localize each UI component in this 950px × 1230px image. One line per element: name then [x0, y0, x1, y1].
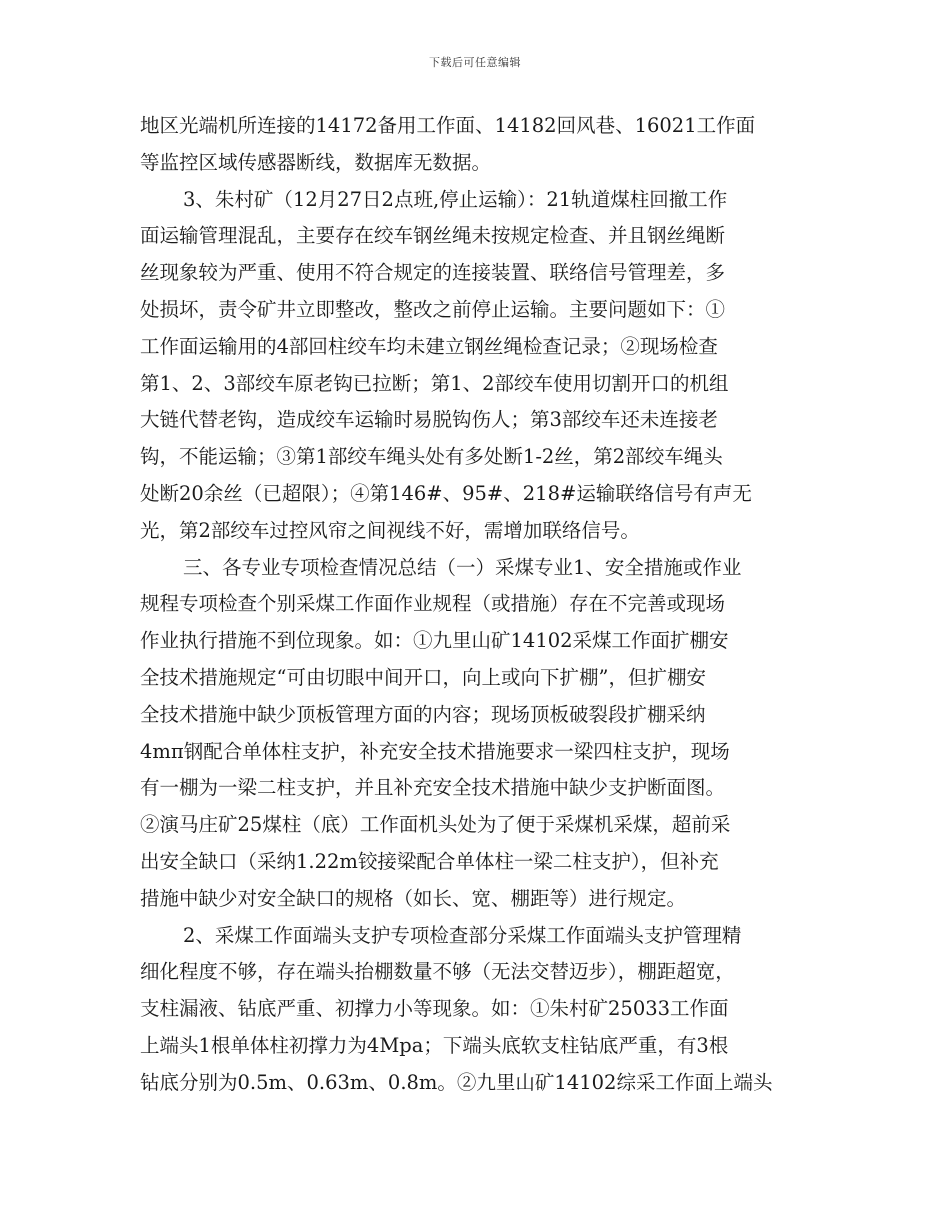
text-line: 全技术措施规定“可由切眼中间开口，向上或向下扩棚”，但扩棚安 [140, 665, 706, 689]
text-line: 处断20余丝（已超限）；④第146#、95#、218#运输联络信号有声无 [140, 481, 752, 505]
text-line: 大链代替老钩，造成绞车运输时易脱钩伤人；第3部绞车还未连接老 [140, 408, 718, 432]
text-line: ②演马庄矿25煤柱（底）工作面机头处为了便于采煤机采煤，超前采 [140, 813, 731, 837]
text-line: 出安全缺口（采纳1.22m铰接梁配合单体柱一梁二柱支护），但补充 [140, 849, 719, 873]
text-line: 有一棚为一梁二柱支护，并且补充安全技术措施中缺少支护断面图。 [140, 776, 726, 800]
paragraph-first-line: 2、采煤工作面端头支护专项检查部分采煤工作面端头支护管理精 [183, 923, 742, 947]
document-body [140, 108, 812, 1102]
text-line: 上端头1根单体柱初撑力为4Mpa；下端头底软支柱钻底严重，有3根 [140, 1033, 729, 1057]
text-line: 光，第2部绞车过控风帘之间视线不好，需增加联络信号。 [140, 518, 640, 542]
text-line: 细化程度不够，存在端头抬棚数量不够（无法交替迈步），棚距超宽， [140, 960, 735, 984]
text-line: 措施中缺少对安全缺口的规格（如长、宽、棚距等）进行规定。 [140, 886, 687, 910]
text-line: 面运输管理混乱，主要存在绞车钢丝绳未按规定检查、并且钢丝绳断 [140, 224, 726, 248]
text-line: 等监控区域传感器断线，数据库无数据。 [140, 150, 492, 174]
text-line: 规程专项检查个别采煤工作面作业规程（或措施）存在不完善或现场 [140, 592, 726, 616]
text-line: 地区光端机所连接的14172备用工作面、14182回风巷、16021工作面 [140, 114, 756, 137]
text-line: 4mπ钢配合单体柱支护，补充安全技术措施要求一梁四柱支护，现场 [140, 739, 730, 763]
text-line: 第1、2、3部绞车原老钩已拉断；第1、2部绞车使用切割开口的机组 [140, 371, 729, 395]
text-line: 钩，不能运输；③第1部绞车绳头处有多处断1-2丝，第2部绞车绳头 [140, 445, 723, 469]
text-line: 工作面运输用的4部回柱绞车均未建立钢丝绳检查记录；②现场检查 [140, 334, 718, 358]
paragraph-first-line: 三、各专业专项检查情况总结（一）采煤专业1、安全措施或作业 [183, 555, 742, 579]
page-header-note: 下载后可任意编辑 [429, 56, 521, 69]
text-line: 钻底分别为0.5m、0.63m、0.8m。②九里山矿14102综采工作面上端头 [140, 1070, 773, 1094]
text-line: 处损坏，责令矿井立即整改，整改之前停止运输。主要问题如下：① [140, 297, 726, 321]
text-line: 支柱漏液、钻底严重、初撑力小等现象。如：①朱村矿25033工作面 [140, 997, 729, 1021]
text-line: 作业执行措施不到位现象。如：①九里山矿14102采煤工作面扩棚安 [140, 629, 729, 653]
text-line: 全技术措施中缺少顶板管理方面的内容；现场顶板破裂段扩棚采纳 [140, 702, 706, 726]
paragraph-first-line: 3、朱村矿（12月27日2点班,停止运输）：21轨道煤柱回撤工作 [183, 187, 728, 211]
text-line: 丝现象较为严重、使用不符合规定的连接装置、联络信号管理差，多 [140, 261, 726, 285]
